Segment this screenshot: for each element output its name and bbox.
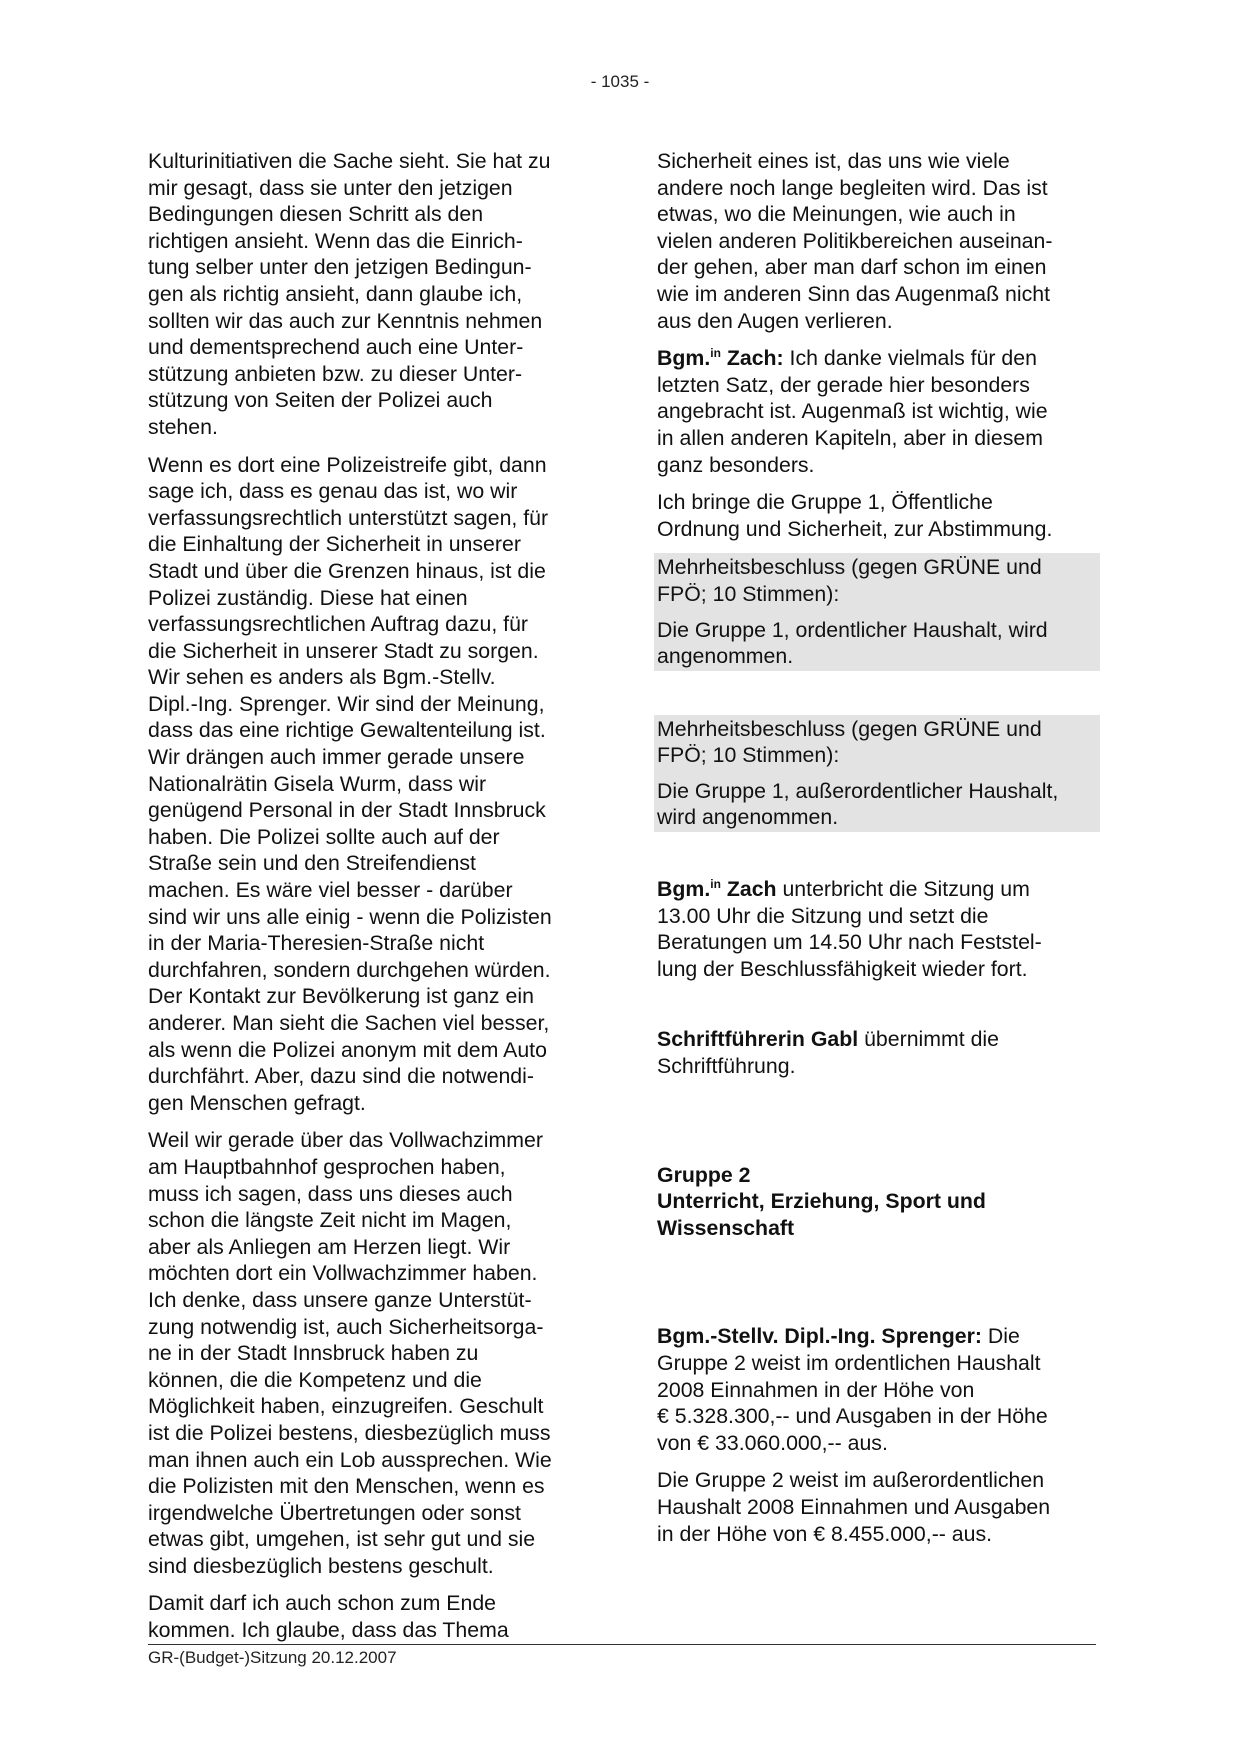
text-line: am Hauptbahnhof gesprochen haben, — [148, 1154, 506, 1179]
text-line: Bedingungen diesen Schritt als den — [148, 202, 484, 227]
text-line: richtigen ansieht. Wenn das die Einrich- — [148, 228, 523, 253]
text-line: wird angenommen. — [657, 805, 839, 830]
text-line: aus den Augen verlieren. — [657, 308, 893, 333]
text-line: Weil wir gerade über das Vollwachzimmer — [148, 1128, 543, 1153]
text-line: machen. Es wäre viel besser - darüber — [148, 878, 513, 903]
text-line: in der Höhe von € 8.455.000,-- aus. — [657, 1521, 993, 1546]
resolution-result — [657, 778, 1097, 831]
resolution-result — [657, 617, 1097, 670]
paragraph — [657, 1467, 1097, 1547]
text-line: sollten wir das auch zur Kenntnis nehmen — [148, 308, 543, 333]
text-line: Wir drängen auch immer gerade unsere — [148, 745, 525, 770]
text-line: Mehrheitsbeschluss (gegen GRÜNE und — [657, 555, 1042, 580]
text-line: angebracht ist. Augenmaß ist wichtig, wie — [657, 399, 1048, 424]
text-line: die Polizisten mit den Menschen, wenn es — [148, 1474, 545, 1499]
text-line: irgendwelche Übertretungen oder sonst — [148, 1500, 521, 1525]
text-line: letzten Satz, der gerade hier besonders — [657, 372, 1030, 397]
footer-text: GR-(Budget-)Sitzung 20.12.2007 — [148, 1648, 397, 1667]
right-column — [657, 148, 1097, 1558]
text-line: Die Gruppe 1, außerordentlicher Haushalt, — [657, 778, 1059, 803]
text-line: und dementsprechend auch eine Unter- — [148, 335, 524, 360]
text-line: Mehrheitsbeschluss (gegen GRÜNE und — [657, 716, 1042, 741]
resolution-majority — [657, 554, 1097, 607]
text-line: die Einhaltung der Sicherheit in unserer — [148, 532, 521, 557]
text-line: Unterricht, Erziehung, Sport und — [657, 1189, 986, 1214]
text-line: Schriftführung. — [657, 1054, 796, 1079]
paragraph — [148, 148, 588, 441]
text-line: genügend Personal in der Stadt Innsbruck — [148, 798, 546, 823]
text-line: die Sicherheit in unserer Stadt zu sorgen. — [148, 638, 539, 663]
resolution-box — [654, 715, 1100, 832]
text-line: als wenn die Polizei anonym mit dem Auto — [148, 1037, 547, 1062]
text-line: schon die längste Zeit nicht im Magen, — [148, 1208, 512, 1233]
speaker-paragraph-zach: Bgm.$^{in}$ Zach: Ich danke vielmals für den letzten Satz, der gerade hier besonders angebracht ist. Augenmaß ist wichtig, wie in allen anderen Kapiteln, aber in diesem ganz besonders. — [657, 345, 1097, 478]
text-line: stützung von Seiten der Polizei auch — [148, 388, 493, 413]
text-line: Wenn es dort eine Polizeistreife gibt, dann — [148, 452, 547, 477]
paragraph — [148, 1590, 588, 1643]
text-line: ne in der Stadt Innsbruck haben zu — [148, 1341, 479, 1366]
speaker-name: Bgm.-Stellv. Dipl.-Ing. Sprenger: — [657, 1324, 982, 1349]
text-line: andere noch lange begleiten wird. Das ist — [657, 175, 1048, 200]
text-line: Die Gruppe 2 weist im außerordentlichen — [657, 1468, 1045, 1493]
paragraph — [148, 452, 588, 1117]
text-line: Gruppe 2 — [657, 1162, 751, 1187]
text-line: Wir sehen es anders als Bgm.-Stellv. — [148, 665, 496, 690]
text-line: haben. Die Polizei sollte auch auf der — [148, 824, 500, 849]
resolution-majority — [657, 716, 1097, 769]
text-line: stützung anbieten bzw. zu dieser Unter- — [148, 361, 523, 386]
text-line: sage ich, dass es genau das ist, wo wir — [148, 479, 518, 504]
text-line: tung selber unter den jetzigen Bedingun- — [148, 255, 532, 280]
text-line: Haushalt 2008 Einnahmen und Ausgaben — [657, 1494, 1051, 1519]
text-line: Ich bringe die Gruppe 1, Öffentliche — [657, 490, 993, 515]
speaker-paragraph-gabl: Schriftführerin Gabl übernimmt die Schriftführung. — [657, 1026, 1097, 1079]
speaker-name: Bgm.$^{in}$ Zach: — [657, 346, 784, 371]
text-line: vielen anderen Politikbereichen auseinan- — [657, 228, 1053, 253]
text-line: FPÖ; 10 Stimmen): — [657, 581, 840, 606]
text-line: wie im anderen Sinn das Augenmaß nicht — [657, 281, 1051, 306]
text-line: € 5.328.300,-- und Ausgaben in der Höhe — [657, 1404, 1048, 1429]
text-line: stehen. — [148, 414, 218, 439]
text-line: möchten dort ein Vollwachzimmer haben. — [148, 1261, 538, 1286]
section-heading — [657, 1162, 1097, 1242]
text-line: Beratungen um 14.50 Uhr nach Feststel- — [657, 930, 1042, 955]
left-column — [148, 148, 588, 1655]
text-line: ganz besonders. — [657, 452, 815, 477]
text-line: ist die Polizei bestens, diesbezüglich muss — [148, 1420, 551, 1445]
footer-rule — [148, 1644, 1096, 1645]
text-line: in der Maria-Theresien-Straße nicht — [148, 931, 485, 956]
text-line: Die Gruppe 1, ordentlicher Haushalt, wird — [657, 617, 1048, 642]
text-line: Polizei zuständig. Diese hat einen — [148, 585, 468, 610]
text-line: etwas, wo die Meinungen, wie auch in — [657, 202, 1016, 227]
text-line: Möglichkeit haben, einzugreifen. Geschult — [148, 1394, 544, 1419]
speaker-name: Bgm.$^{in}$ Zach — [657, 876, 777, 902]
text-line: Nationalrätin Gisela Wurm, dass wir — [148, 771, 487, 796]
text-line: Stadt und über die Grenzen hinaus, ist die — [148, 558, 546, 583]
speaker-name: Schriftführerin Gabl — [657, 1027, 859, 1052]
text-line: Dipl.-Ing. Sprenger. Wir sind der Meinung, — [148, 691, 545, 716]
text-line: dass das eine richtige Gewaltenteilung ist. — [148, 718, 546, 743]
text-line: FPÖ; 10 Stimmen): — [657, 743, 840, 768]
text-line: können, die die Kompetenz und die — [148, 1367, 482, 1392]
text-line: gen Menschen gefragt. — [148, 1090, 366, 1115]
text-line: zung notwendig ist, auch Sicherheitsorga- — [148, 1314, 544, 1339]
text-line: Gruppe 2 weist im ordentlichen Haushalt — [657, 1351, 1041, 1375]
text-line: anderer. Man sieht die Sachen viel besser, — [148, 1011, 550, 1035]
text-line: Ordnung und Sicherheit, zur Abstimmung. — [657, 516, 1053, 541]
page-number: - 1035 - — [590, 72, 650, 91]
text-line: Ich denke, dass unsere ganze Unterstüt- — [148, 1287, 532, 1312]
text-line: Wissenschaft — [657, 1215, 795, 1240]
text-line: lung der Beschlussfähigkeit wieder fort. — [657, 956, 1028, 981]
text-line: Straße sein und den Streifendienst — [148, 851, 476, 876]
text-line: verfassungsrechtlich unterstützt sagen, für — [148, 505, 549, 530]
speaker-paragraph-sprenger: Bgm.-Stellv. Dipl.-Ing. Sprenger: Die Gruppe 2 weist im ordentlichen Haushalt 2008 Einnahmen in der Höhe von € 5.328.300,-- und Ausgaben in der Höhe von € 33.060.000,-- aus. — [657, 1323, 1097, 1456]
text-line: etwas gibt, umgehen, ist sehr gut und sie — [148, 1527, 536, 1552]
paragraph — [657, 148, 1097, 334]
text-line: durchfahren, sondern durchgehen würden. — [148, 957, 551, 982]
text-line: in allen anderen Kapiteln, aber in diesem — [657, 425, 1043, 450]
text-line: muss ich sagen, dass uns dieses auch — [148, 1181, 513, 1206]
text-line: kommen. Ich glaube, dass das Thema — [148, 1618, 509, 1643]
text-line: Damit darf ich auch schon zum Ende — [148, 1591, 497, 1616]
resolution-box — [654, 553, 1100, 670]
text-line: sind diesbezüglich bestens geschult. — [148, 1553, 494, 1578]
text-line: angenommen. — [657, 644, 794, 669]
text-line: man ihnen auch ein Lob aussprechen. Wie — [148, 1447, 552, 1472]
speaker-paragraph-zach: Bgm.$^{in}$ Zach unterbricht die Sitzung um 13.00 Uhr die Sitzung und setzt die Beratungen um 14.50 Uhr nach Feststel- lung der Beschlussfähigkeit wieder fort. — [657, 876, 1097, 982]
text-line: durchfährt. Aber, dazu sind die notwendi- — [148, 1064, 534, 1089]
text-line: 2008 Einnahmen in der Höhe von — [657, 1377, 975, 1402]
text-line: Sicherheit eines ist, das uns wie viele — [657, 149, 1010, 173]
text-line: gen als richtig ansieht, dann glaube ich, — [148, 281, 523, 306]
text-line: verfassungsrechtlichen Auftrag dazu, für — [148, 612, 529, 637]
text-line: aber als Anliegen am Herzen liegt. Wir — [148, 1234, 511, 1259]
text-line: sind wir uns alle einig - wenn die Polizisten — [148, 904, 552, 929]
text-line: mir gesagt, dass sie unter den jetzigen — [148, 175, 513, 200]
text-line: Kulturinitiativen die Sache sieht. Sie hat zu — [148, 149, 551, 173]
text-line: der gehen, aber man darf schon im einen — [657, 255, 1047, 280]
text-line: Der Kontakt zur Bevölkerung ist ganz ein — [148, 984, 534, 1009]
paragraph — [148, 1127, 588, 1579]
paragraph — [657, 489, 1097, 542]
text-line: 13.00 Uhr die Sitzung und setzt die — [657, 903, 989, 928]
text-line: von € 33.060.000,-- aus. — [657, 1430, 888, 1455]
